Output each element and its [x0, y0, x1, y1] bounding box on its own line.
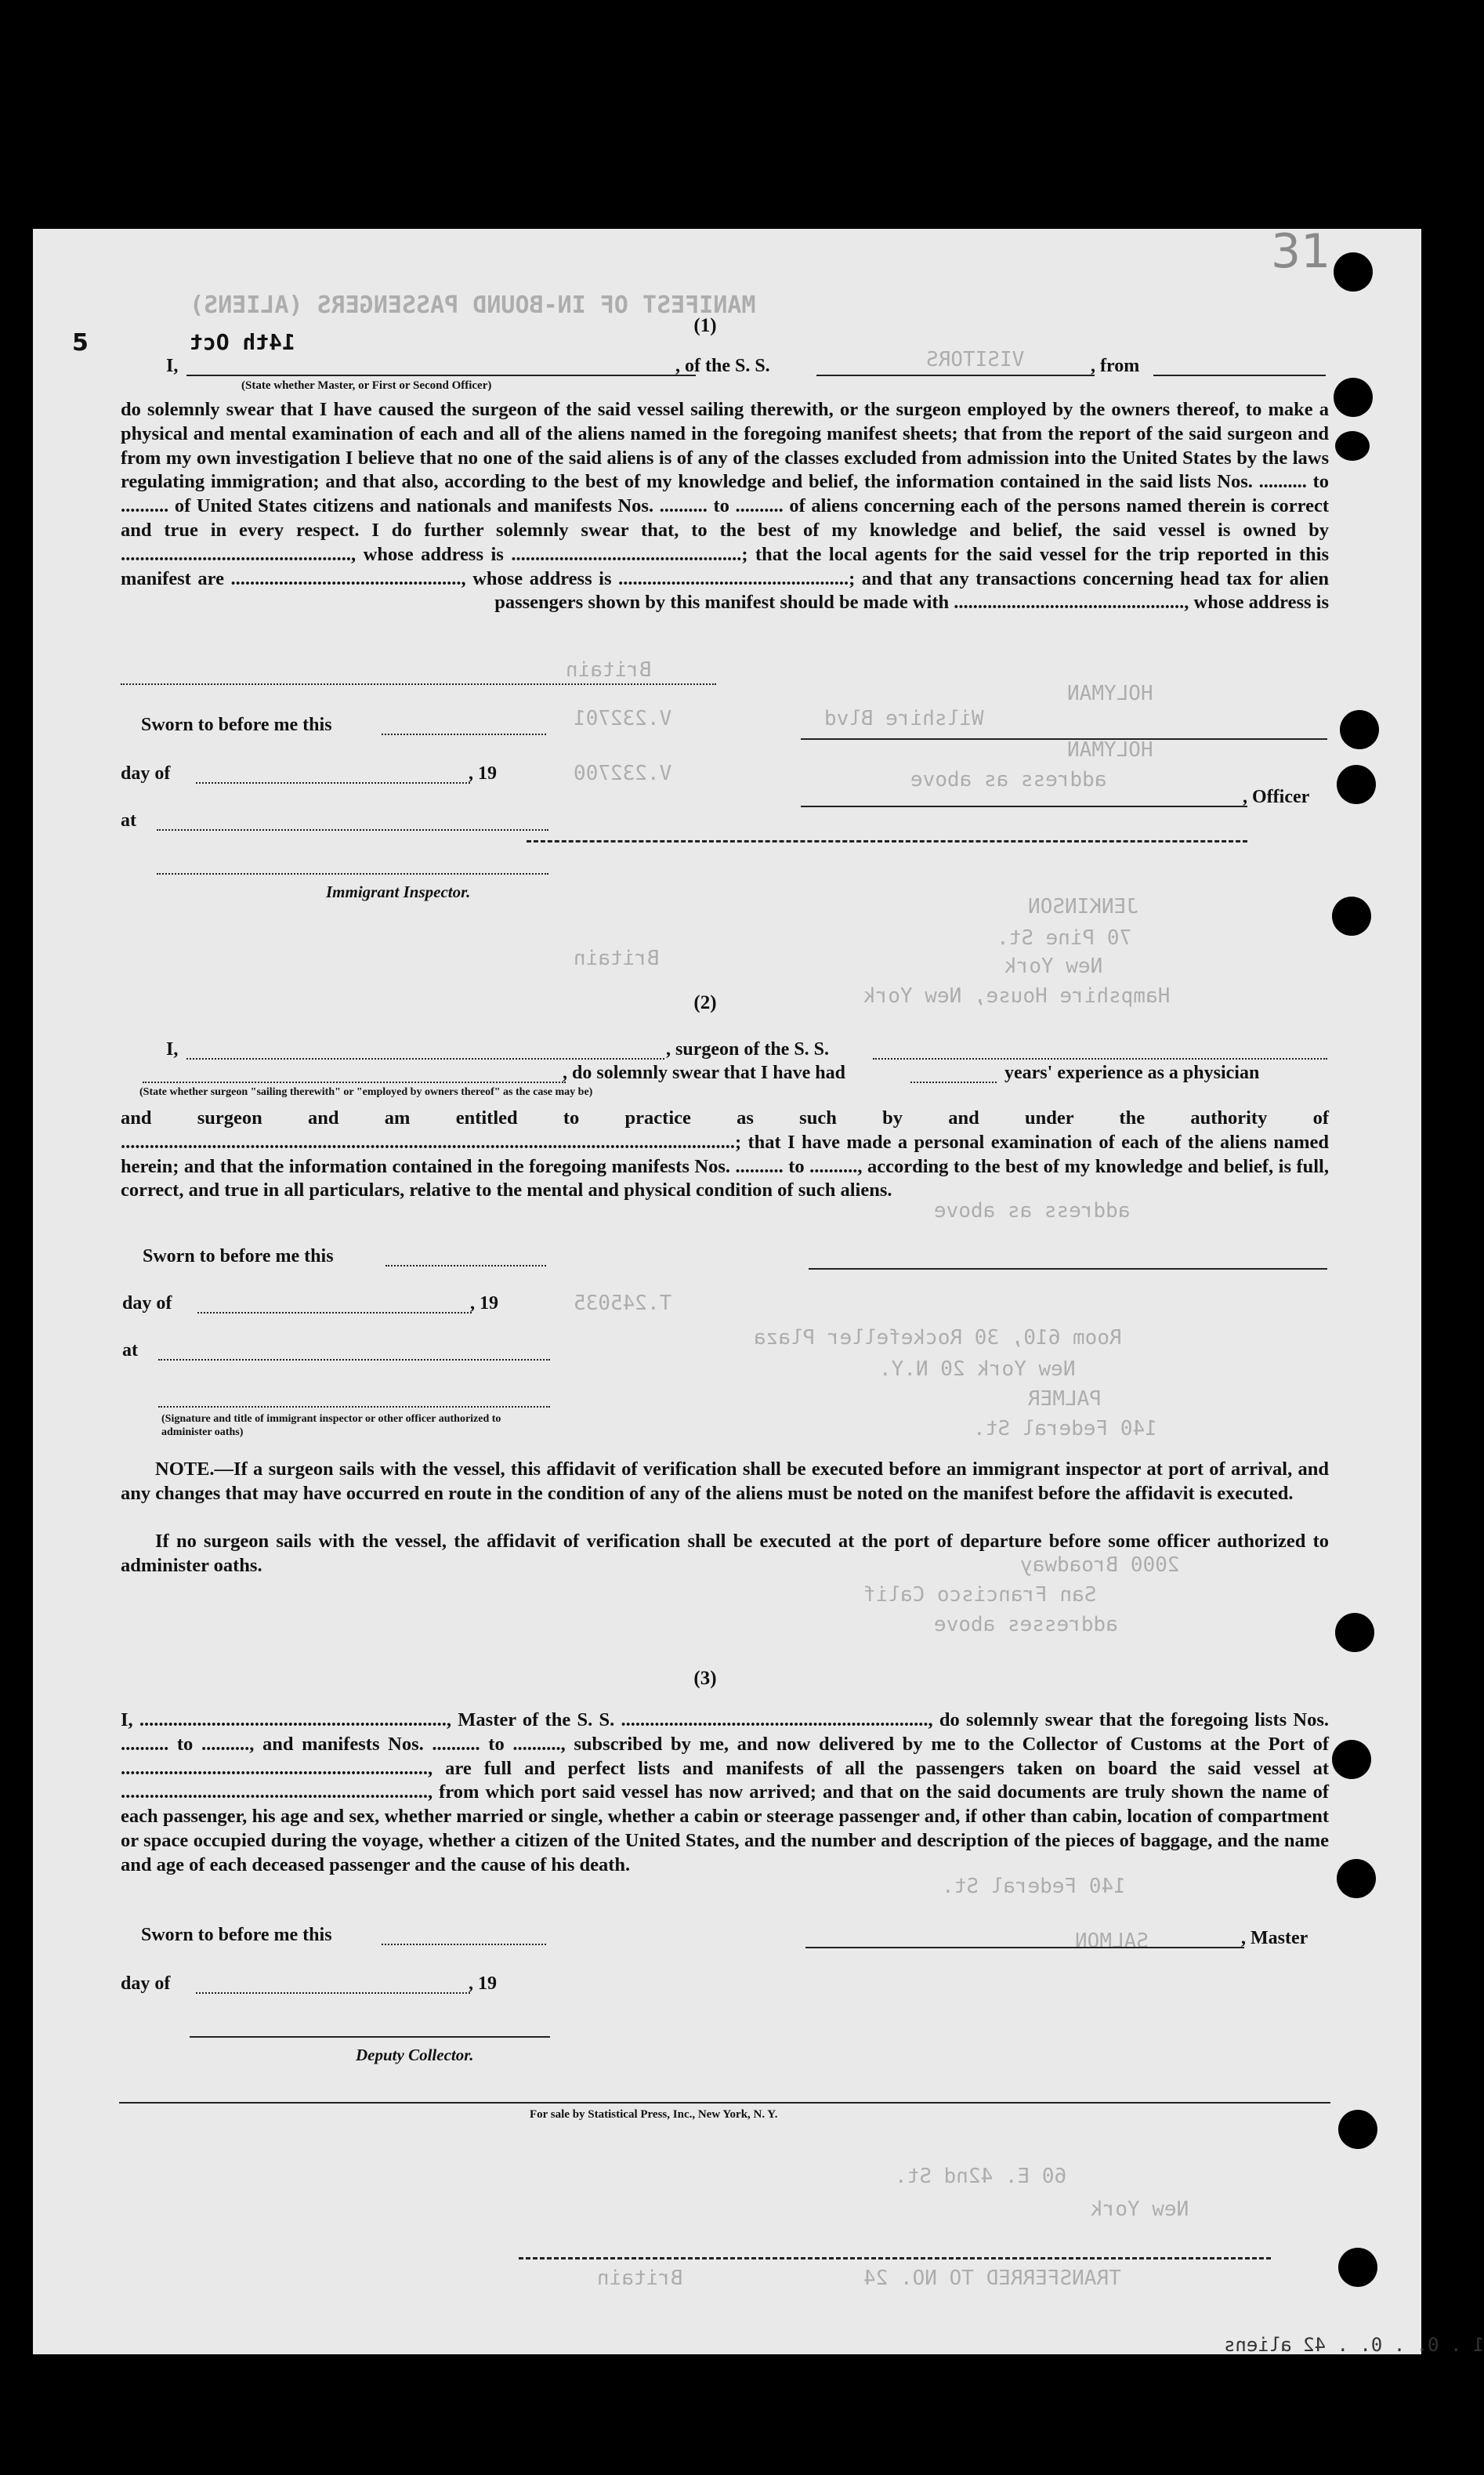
year-label-1: , 19	[469, 763, 497, 784]
section1-i-label: I,	[166, 356, 179, 376]
bleed-through-text: New York	[1091, 2198, 1189, 2221]
bleed-through-text: addresses above	[934, 1613, 1118, 1636]
section1-paragraph: do solemnly swear that I have caused the surgeon of the said vessel sailing therewith, or the surgeon employed by the owners thereof, to make a physical and mental examination of each and all of the aliens named in the foregoing manifest sheets; that from the report of the said surgeon and from my own investigation I believe that no one of the said aliens is of any of the classes excluded from admission into the United States by the laws regulating immigration; and that also, according to the best of my knowledge and belief, the information contained in the said lists Nos. .......... to .......... of United States citizens and nationals and manifests Nos. .......... to .......... of aliens concerning each of the persons named therein is correct and true in every respect. I do further solemnly swear that, to the best of my knowledge and belief, the said vessel is owned by ................................................, whose address is ................................................; that the local agents for the said vessel for the trip reported in this manifest are ................................................, whose address is ................................................; and that any transactions concerning head tax for alien passengers shown by this manifest should be made with ................................................, whose address is	[121, 399, 1329, 614]
year-label-2: , 19	[470, 1293, 498, 1314]
bleed-through-text: TRANSFERRED TO NO. 24	[863, 2267, 1121, 2290]
section-number: (3)	[693, 1668, 717, 1689]
bleed-through-text: Britain	[597, 2267, 683, 2290]
bleed-through-text: JENKINSON	[1028, 895, 1138, 919]
typed-dash-line	[519, 2257, 1271, 2259]
bleed-through-text: V.232701	[574, 707, 672, 730]
surgeon-status-line[interactable]	[143, 1082, 566, 1083]
master-signature-line[interactable]	[805, 1947, 1244, 1948]
year-label-3: , 19	[469, 1973, 497, 1994]
bleed-through-text: Hampshire House, New York	[863, 984, 1171, 1008]
sworn-label-1: Sworn to before me this	[141, 715, 332, 735]
master-name-line[interactable]	[186, 375, 696, 376]
binder-hole	[1332, 897, 1371, 936]
section3-paragraph: I, ................................................................, Master of the S. S. ................................................................, do solemnly swear that the foregoing lists Nos. .......... to .........., and manifests Nos. .......... to .........., subscribed by me, and now delivered by me to the Collector of Customs at the Port of ................................................................, are full and perfect lists and manifests of all the passengers taken on board the said vessel at ................................................................, from which port said vessel has now arrived; and that on the said documents are truly shown the name of each passenger, his age and sex, whether married or single, whether a cabin or steerage passenger and, if other than cabin, location of compartment or space occupied during the voyage, whether a citizen of the United States, and the number and description of the pieces of baggage, and the name and age of each deceased passenger and the cause of his death.	[121, 1709, 1329, 1875]
officer-label: , Officer	[1243, 787, 1310, 807]
bleed-through-text: New York 20 N.Y.	[879, 1357, 1076, 1381]
bleed-through-text: Britain	[566, 658, 652, 682]
surgeon-signature-line[interactable]	[809, 1268, 1327, 1270]
note2-text: If no surgeon sails with the vessel, the affidavit of verification shall be executed at the port of departure before some officer authorized to administer oaths.	[121, 1531, 1329, 1576]
day-of-line-2[interactable]	[197, 1312, 472, 1314]
deputy-collector-label: Deputy Collector.	[356, 2046, 474, 2064]
binder-hole	[1337, 765, 1376, 804]
section2-surgeon-label: , surgeon of the S. S.	[666, 1039, 830, 1060]
sworn-date-line-2[interactable]	[385, 1265, 546, 1266]
bleed-through-text: 140 Federal St.	[942, 1875, 1126, 1898]
bleed-through-text: Britain	[574, 947, 660, 970]
binder-hole	[1334, 378, 1373, 417]
at-label-1: at	[121, 810, 136, 831]
sworn-label-3: Sworn to before me this	[141, 1925, 332, 1945]
section2-do-label: , do solemnly swear that I have had	[563, 1063, 845, 1083]
typed-dash-line	[527, 840, 1247, 843]
printer-footer: For sale by Statistical Press, Inc., New York, N. Y.	[530, 2108, 778, 2121]
head-tax-address-line[interactable]	[121, 683, 716, 685]
day-of-label-3: day of	[121, 1973, 171, 1994]
administrator-signature-line[interactable]	[158, 1406, 550, 1408]
surgeon-vessel-line[interactable]	[873, 1058, 1327, 1060]
section-number: (2)	[693, 992, 717, 1013]
surgeon-caption: (State whether surgeon "sailing therewith" or "employed by owners thereof" as the case may be)	[139, 1086, 593, 1098]
page-stamp-number: 31	[1271, 224, 1331, 279]
bleed-through-text: HOLYMAN	[1067, 682, 1153, 705]
section1-of-ss-label: , of the S. S.	[675, 356, 770, 376]
bleed-through-text: HOLYMAN	[1067, 738, 1153, 762]
bleed-through-text: New York	[1004, 955, 1103, 978]
bleed-through-text: 70 Pine St.	[997, 926, 1132, 950]
binder-hole	[1335, 431, 1370, 461]
binder-hole	[1338, 2248, 1377, 2287]
manifest-verification-page	[33, 224, 1484, 2356]
binder-hole	[1334, 252, 1373, 292]
bleed-through-text: 60 E. 42nd St.	[895, 2165, 1067, 2188]
binder-hole	[1332, 1740, 1371, 1779]
section-number: (1)	[693, 315, 717, 336]
bleed-through-text: V.232700	[574, 762, 672, 785]
deputy-signature-line[interactable]	[190, 2036, 550, 2038]
binder-hole	[1338, 2110, 1377, 2149]
sworn-label-2: Sworn to before me this	[143, 1246, 334, 1266]
note2-paragraph	[121, 1530, 1329, 1578]
at-line-1[interactable]	[157, 829, 548, 831]
sworn-date-line-3[interactable]	[382, 1944, 546, 1945]
aliens-count-note: 1 . 0. . 0. . 42 aliens	[1224, 2334, 1484, 2356]
binder-hole	[1340, 710, 1379, 749]
master-caption: (State whether Master, or First or Second Officer)	[241, 379, 492, 392]
inspector-signature-line[interactable]	[157, 873, 548, 875]
bleed-through-text: Wilshire Blvd	[824, 707, 984, 730]
bleed-through-text: 140 Federal St.	[973, 1417, 1157, 1440]
sworn-date-line-1[interactable]	[382, 734, 546, 735]
signature-caption: (Signature and title of immigrant inspector or other officer authorized to administer oaths)	[161, 1413, 501, 1438]
immigrant-inspector-label: Immigrant Inspector.	[326, 882, 471, 901]
bleed-through-text: VISITORS	[926, 348, 1025, 371]
day-of-label-1: day of	[121, 763, 171, 784]
vessel-name-line[interactable]	[816, 375, 1095, 376]
note-text: NOTE.—If a surgeon sails with the vessel, this affidavit of verification shall be executed before an immigrant inspector at port of arrival, and any changes that may have occurred en route in the condition of any of the aliens must be noted on the manifest before the affidavit is executed.	[121, 1459, 1329, 1504]
day-of-line-3[interactable]	[196, 1992, 470, 1994]
bleed-through-text: T.245035	[574, 1292, 672, 1315]
bleed-through-text: 2000 Broadway	[1020, 1553, 1180, 1577]
binder-hole	[1335, 1613, 1374, 1652]
handwritten-page-mark: 5	[72, 329, 89, 357]
section2-paragraph: and surgeon and am entitled to practice as such by and under the authority of ................................................................................................................................; that I have made a personal examination of each of the aliens named herein; and that the information contained in the foregoing manifests Nos. .......... to .........., according to the best of my knowledge and belief, is full, correct, and true in all particulars, relative to the mental and physical condition of such aliens.	[121, 1107, 1329, 1201]
footer-divider	[119, 2102, 1330, 2104]
master-label: , Master	[1241, 1928, 1308, 1948]
day-of-label-2: day of	[122, 1293, 172, 1314]
section1-from-label: , from	[1091, 356, 1140, 376]
at-line-2[interactable]	[158, 1359, 550, 1361]
bleed-through-text: Room 610, 30 Rockefeller Plaza	[754, 1326, 1122, 1350]
bleed-through-text: address as above	[910, 768, 1107, 792]
section2-years-label: years' experience as a physician	[1004, 1063, 1260, 1083]
binder-hole	[1337, 1859, 1376, 1898]
bleed-through-text: San Francisco Calif	[863, 1583, 1097, 1607]
section2-i-label: I,	[166, 1039, 179, 1060]
from-port-line[interactable]	[1153, 375, 1326, 376]
bleed-through-text: address as above	[934, 1199, 1131, 1223]
bleed-through-text: MANIFEST OF IN-BOUND PASSENGERS (ALIENS)	[190, 292, 756, 319]
bleed-through-text: SALMON	[1075, 1930, 1149, 1953]
bleed-through-text: PALMER	[1028, 1387, 1102, 1411]
surgeon-name-line[interactable]	[186, 1058, 664, 1060]
day-of-line-1[interactable]	[196, 782, 470, 784]
officer-signature-line[interactable]	[801, 806, 1247, 807]
officer-signature-line-top[interactable]	[801, 738, 1327, 740]
handwritten-date: 14th Oct	[190, 329, 295, 355]
at-label-2: at	[122, 1340, 138, 1361]
note-paragraph	[121, 1458, 1329, 1506]
years-experience-line[interactable]	[910, 1082, 997, 1083]
